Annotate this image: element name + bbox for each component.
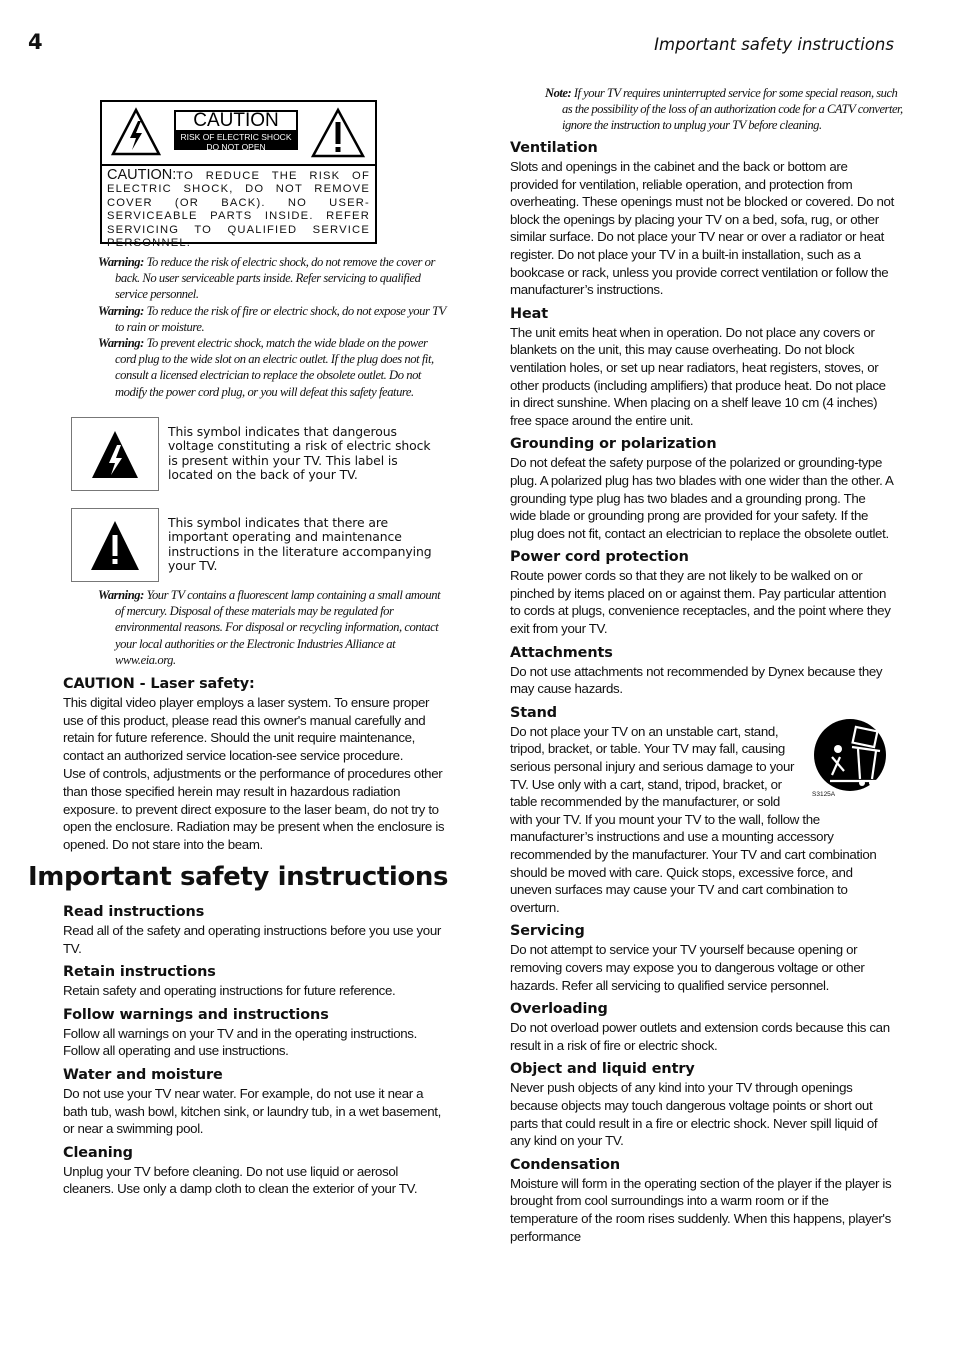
laser-safety-section <box>63 676 449 853</box>
section-text: Unplug your TV before cleaning. Do not use liquid or aerosol cleaners. Use only a damp cloth to clean the exterior of your TV. <box>63 1163 418 1197</box>
right-sections <box>510 140 894 1252</box>
section-text: Slots and openings in the cabinet and the back or bottom are provided for ventilation, reliable operation, and protection from overheating. These openings must not be blocked or covered. Do not block the openings by placing your TV on a bed, sofa, rug, or other similar surface. Do not place your TV near or over a radiator or heat register. Do not place your TV in a built-in installation, such as a bookcase or rack, unless you provide correct ventilation or follow the manufacturer’s instructions. <box>510 159 894 298</box>
section-heading: Read instructions <box>63 904 205 920</box>
section-heading: Power cord protection <box>510 549 689 566</box>
laser-paragraph-2: Use of controls, adjustments or the performance of procedures other than those specified herein may result in hazardous radiation exposure. to prevent direct exposure to the laser beam, do not try to open the enclosure. Radiation may be present when the enclosure is opened. Do not stare into the beam. <box>63 766 445 852</box>
section <box>63 904 449 957</box>
page-title: Important safety instructions <box>28 862 449 892</box>
page-number: 4 <box>28 30 43 54</box>
section-heading: Ventilation <box>510 140 598 156</box>
warning-item: Warning: Your TV contains a fluorescent lamp containing a small amount of mercury. Disposal of these materials may be regulated for environmental reasons. For disposal or recycling information, contact your local authorities or the Electronic Industries Alliance at www.eia.org. <box>98 588 441 667</box>
note: Note: If your TV requires uninterrupted service for some special reason, such as the possibility of the loss of an authorization code for a CATV converter, ignore the instruction to unplug your TV before cleaning. <box>545 86 903 132</box>
caution-word: CAUTION: <box>107 167 177 183</box>
section <box>510 140 894 299</box>
section <box>510 1061 894 1149</box>
section <box>63 1007 449 1060</box>
section-text: The unit emits heat when in operation. Do not place any covers or blankets on the unit, this may cause overheating. Do not block ventilation holes, or set up near radiators, heat registers, stoves, or other products (including amplifiers) that produce heat. Do not place in direct sunshine. When placing on a shelf leave 10 cm (4 inches) free space around the entire unit. <box>510 324 886 428</box>
laser-heading: CAUTION - Laser safety: <box>63 676 255 692</box>
left-sections <box>63 904 449 1205</box>
symbol-box-voltage <box>71 417 159 491</box>
section-text: Do not attempt to service your TV yourself because opening or removing covers may expose you to dangerous voltage or other hazards. Refer all servicing to qualified service personnel. <box>510 942 865 993</box>
section-text: Route power cords so that they are not likely to be walked on or pinched by items placed on or against them. Pay particular attention to cords at plugs, convenience receptacles, and the point where they exit from your TV. <box>510 568 891 637</box>
caution-text: TO REDUCE THE RISK OF ELECTRIC SHOCK, DO NOT REMOVE COVER (OR BACK). NO USER-SERVICEABLE PARTS INSIDE. REFER SERVICING TO QUALIFIED SERVICE PERSONNEL. <box>107 170 370 250</box>
section <box>510 1001 894 1054</box>
warning-item: Warning: To reduce the risk of electric shock, do not remove the cover or back. No user serviceable parts inside. Refer servicing to qualified service personnel. <box>98 255 435 302</box>
caution-label-box <box>100 100 377 250</box>
lightning-triangle-icon <box>110 107 162 157</box>
section <box>63 1145 449 1198</box>
section-text: Follow all warnings on your TV and in the operating instructions. Follow all operating and use instructions. <box>63 1025 417 1059</box>
section-text: Read all of the safety and operating instructions before you use your TV. <box>63 923 441 956</box>
section <box>510 549 894 637</box>
caution-label-line1: RISK OF ELECTRIC SHOCK <box>180 132 292 142</box>
symbol-text-instructions: This symbol indicates that there are important operating and maintenance instructions in the literature accompanying your TV. <box>168 515 432 573</box>
section-heading: Attachments <box>510 644 613 661</box>
caution-label-text <box>102 166 375 250</box>
section-text: Moisture will form in the operating section of the player if the player is brought from cool surroundings into a warm room or if the temperature of the room rises suddenly. When this happens, player's performance <box>510 1175 892 1244</box>
symbol-box-instructions <box>71 508 159 582</box>
section-heading: Overloading <box>510 1001 608 1018</box>
lightning-triangle-icon <box>72 418 158 490</box>
tipping-cart-image <box>810 717 894 803</box>
section-heading: Cleaning <box>63 1144 133 1161</box>
exclamation-triangle-icon <box>310 107 366 159</box>
warning-lamp <box>98 587 450 668</box>
section-heading: Grounding or polarization <box>510 436 717 453</box>
image-code: S3125A <box>812 790 836 798</box>
section-heading: Heat <box>510 305 548 322</box>
section-text: Do not use attachments not recommended by Dynex because they may cause hazards. <box>510 663 883 697</box>
warning-item: Warning: To reduce the risk of fire or electric shock, do not expose your TV to rain or moisture. <box>98 303 446 334</box>
section-heading: Object and liquid entry <box>510 1061 695 1078</box>
section <box>510 645 894 698</box>
section-text: Never push objects of any kind into your TV through openings because objects may touch dangerous voltage points or short out parts that could result in a fire or electric shock. Never spill liquid of any kind on your TV. <box>510 1080 878 1149</box>
caution-label-line2: DO NOT OPEN <box>206 142 266 152</box>
section-heading: Stand <box>510 704 558 721</box>
warnings-top <box>98 254 450 400</box>
section-heading: Follow warnings and instructions <box>63 1006 329 1023</box>
section-text: Do not defeat the safety purpose of the polarized or grounding-type plug. A polarized plug has two blades with one wider than the other. A grounding type plug has two blades and a grounding prong. The wide blade or grounding prong are provided for your safety. If the plug does not fit, contact an electrician to replace the obsolete outlet. <box>510 455 893 541</box>
section <box>510 436 894 542</box>
running-head: Important safety instructions <box>654 35 894 54</box>
caution-label <box>174 110 298 150</box>
exclamation-triangle-icon <box>72 509 158 581</box>
section <box>510 306 894 430</box>
section-heading: Condensation <box>510 1156 621 1173</box>
section-stand <box>510 705 894 917</box>
section-text: Do not place your TV on an unstable cart, stand, tripod, bracket, or table. Your TV may fall, causing serious personal injury and serious damage to your TV. Use only with a cart, stand, tripod, bracket, or table recommended by the manufacturer, or sold with your TV. If you mount your TV to the wall, follow the manufacturer’s instructions and use a mounting accessory recommended by the manufacturer. Your TV and cart combination should be moved with care. Quick stops, excessive force, and uneven surfaces may cause your TV and cart combination to overturn. <box>510 723 877 915</box>
section <box>63 964 449 1000</box>
tipping-cart-icon <box>810 717 894 795</box>
section <box>63 1067 449 1138</box>
section <box>510 1157 894 1245</box>
section-text: Do not use your TV near water. For example, do not use it near a bath tub, wash bowl, kitchen sink, or laundry tub, in a wet basement, or near a swimming pool. <box>63 1085 441 1137</box>
section-heading: Retain instructions <box>63 964 216 981</box>
section-heading: Water and moisture <box>63 1066 223 1083</box>
section-text: Retain safety and operating instructions for future reference. <box>63 983 396 999</box>
section-heading: Servicing <box>510 923 585 940</box>
warning-item: Warning: To prevent electric shock, match the wide blade on the power cord plug to the wide slot on an electric outlet. If the plug does not fit, consult a licensed electrician to replace the obsolete outlet. Do not modify the power cord plug, or you will defeat this safety feature. <box>98 336 434 399</box>
section <box>510 923 894 994</box>
caution-label-title: CAUTION <box>176 112 296 130</box>
laser-paragraph-1: This digital video player employs a laser system. To ensure proper use of this product, please read this owner's manual carefully and retain for future reference. Should the unit require maintenance, contact an authorized service location-see service procedure. <box>63 695 430 763</box>
section-text: Do not overload power outlets and extension cords because this can result in a risk of fire or electric shock. <box>510 1020 890 1053</box>
symbol-text-voltage: This symbol indicates that dangerous voltage constituting a risk of electric shock is present within your TV. This label is located on the back of your TV. <box>168 424 431 482</box>
